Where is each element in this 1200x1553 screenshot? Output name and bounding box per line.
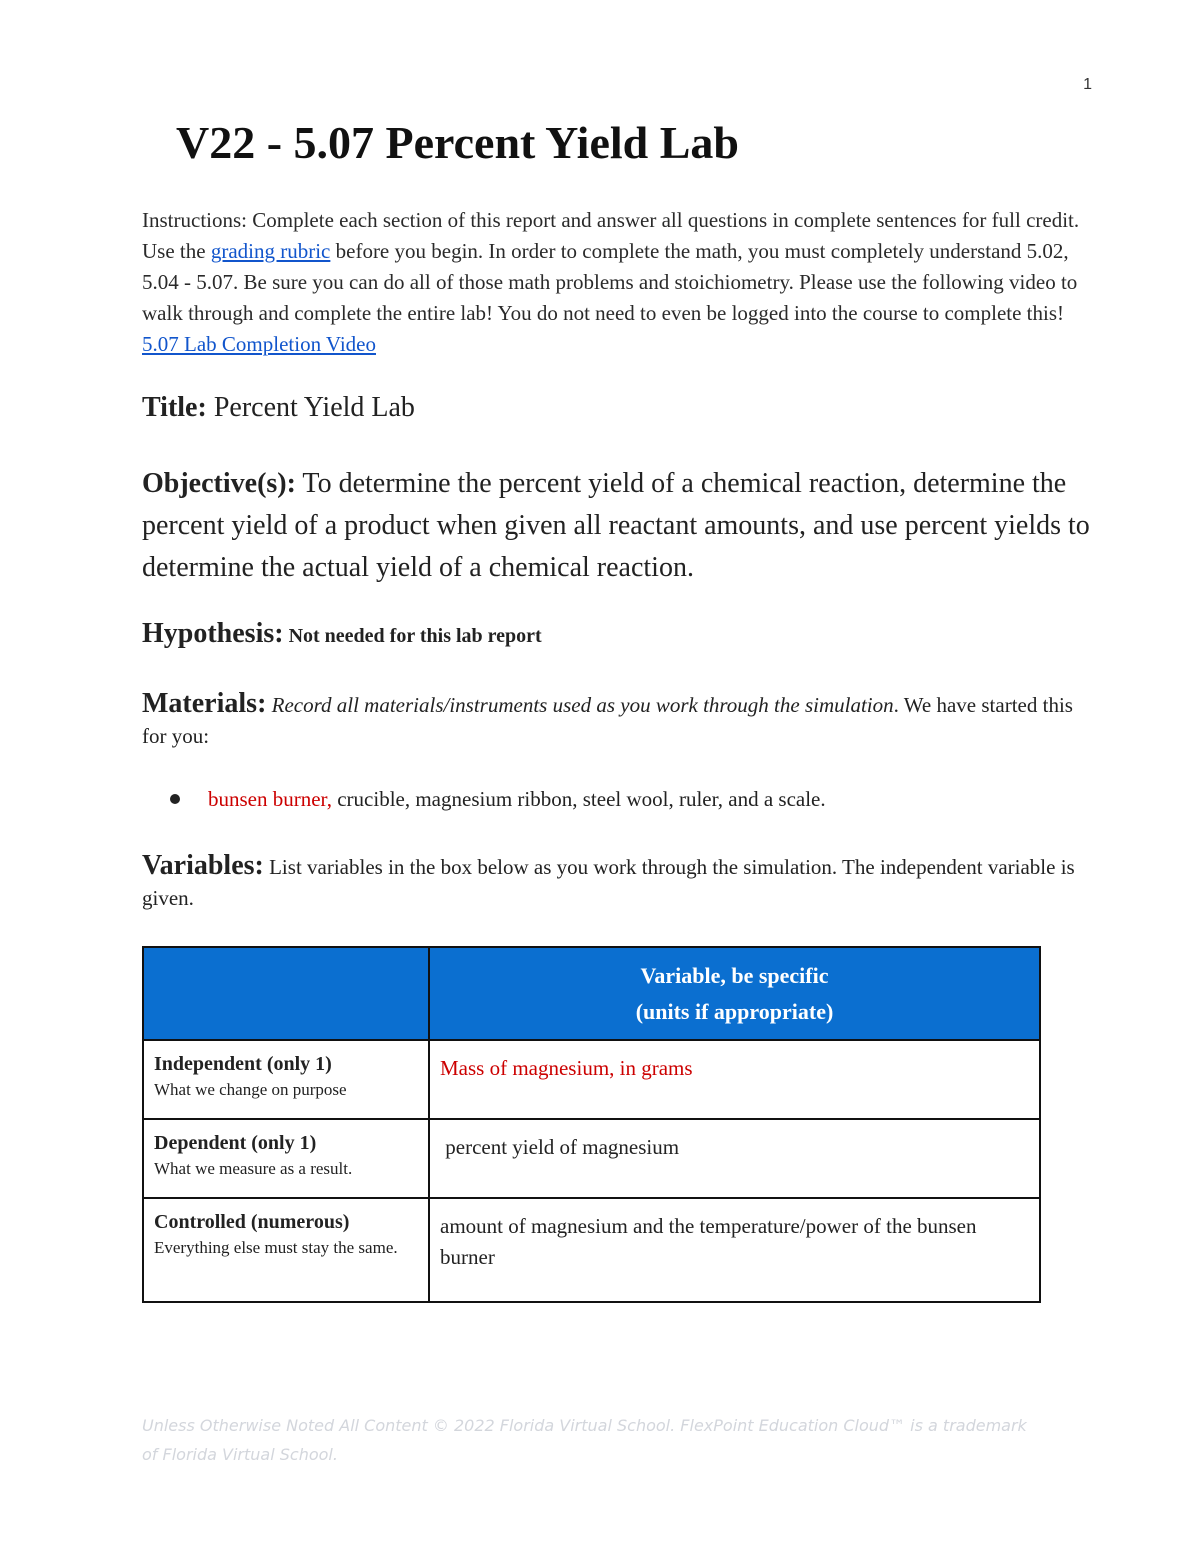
table-header-empty xyxy=(143,947,429,1040)
row-title: Independent (only 1) xyxy=(154,1053,332,1075)
title-label: Title: xyxy=(142,392,207,423)
title-value: Percent Yield Lab xyxy=(206,392,415,423)
title-section xyxy=(142,392,1092,424)
lab-completion-video-link[interactable]: 5.07 Lab Completion Video xyxy=(142,332,376,356)
variables-section xyxy=(142,850,1092,914)
row-label-independent xyxy=(143,1040,429,1119)
row-subtitle: Everything else must stay the same. xyxy=(154,1238,398,1257)
grading-rubric-link[interactable]: grading rubric xyxy=(210,239,331,263)
instructions-text-1: Instructions: Complete each section of this report and answer all questions in complete sentences for full credit. Use the xyxy=(142,208,1080,263)
table-row xyxy=(143,1040,1040,1119)
dependent-variable-value[interactable]: percent yield of magnesium xyxy=(429,1119,1040,1198)
objective-section xyxy=(142,463,1092,589)
row-label-controlled xyxy=(143,1198,429,1302)
copyright-footer: Unless Otherwise Noted All Content © 2022 Florida Virtual School. FlexPoint Education Cloud™ is a trademark of Florida Virtual School. xyxy=(142,1416,1027,1464)
independent-variable-value[interactable]: Mass of magnesium, in grams xyxy=(429,1040,1040,1119)
hypothesis-value: Not needed for this lab report xyxy=(283,625,542,647)
instructions-text-2: before you begin. In order to complete the math, you must completely understand 5.02, 5.04 - 5.07. Be sure you can do all of those math problems and stoichiometry. Please use the following video to walk through and complete the entire lab! You do not need to even be logged into the course to complete this! xyxy=(142,239,1078,325)
objective-label: Objective(s): xyxy=(142,468,296,499)
table-header-variable xyxy=(429,947,1040,1040)
materials-section xyxy=(142,688,1092,752)
header-line-1: Variable, be specific xyxy=(640,962,829,988)
table-header-row xyxy=(143,947,1040,1040)
row-title: Controlled (numerous) xyxy=(154,1211,350,1233)
instructions-paragraph xyxy=(142,205,1090,360)
bullet-icon xyxy=(170,794,180,804)
row-subtitle: What we change on purpose xyxy=(154,1080,347,1099)
variables-table xyxy=(142,946,1041,1303)
row-subtitle: What we measure as a result. xyxy=(154,1159,353,1178)
materials-red-text: bunsen burner, xyxy=(208,787,332,811)
page-number: 1 xyxy=(1083,76,1092,93)
materials-instruction-rest: . We have started this for you: xyxy=(142,693,1073,748)
hypothesis-section xyxy=(142,618,1092,650)
controlled-variable-value[interactable]: amount of magnesium and the temperature/power of the bunsen burner xyxy=(429,1198,1040,1302)
row-label-dependent xyxy=(143,1119,429,1198)
materials-instruction: Record all materials/instruments used as you work through the simulation xyxy=(266,693,894,717)
materials-label: Materials: xyxy=(142,688,267,719)
row-title: Dependent (only 1) xyxy=(154,1132,317,1154)
materials-list-item xyxy=(170,787,826,812)
variables-label: Variables: xyxy=(142,850,264,881)
table-row xyxy=(143,1198,1040,1302)
materials-list-text: crucible, magnesium ribbon, steel wool, ruler, and a scale. xyxy=(331,787,826,811)
objective-value: To determine the percent yield of a chemical reaction, determine the percent yield of a product when given all reactant amounts, and use percent yields to determine the actual yield of a chemical reaction. xyxy=(142,468,1090,583)
document-title: V22 - 5.07 Percent Yield Lab xyxy=(176,117,740,168)
header-line-2: (units if appropriate) xyxy=(635,998,834,1024)
hypothesis-label: Hypothesis: xyxy=(142,618,284,649)
variables-instruction: List variables in the box below as you work through the simulation. The independent variable is given. xyxy=(142,855,1075,910)
table-row xyxy=(143,1119,1040,1198)
